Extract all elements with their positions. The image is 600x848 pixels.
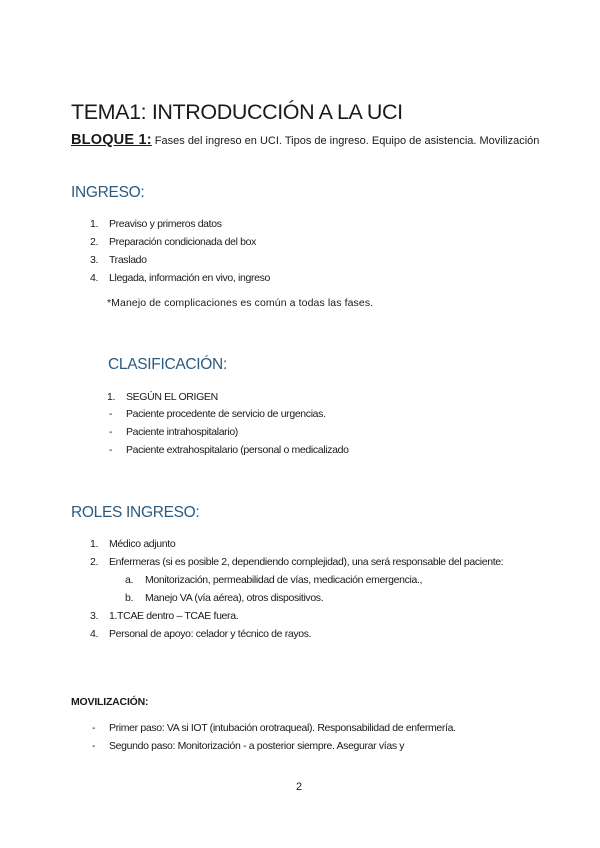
list-item-text: Enfermeras (si es posible 2, dependiendo complejidad), una será responsable del paciente: [109,556,504,568]
list-item [90,553,529,571]
list-item [90,535,529,553]
clasificacion-heading: CLASIFICACIÓN: [108,356,227,373]
list-item [109,423,546,441]
movilizacion-list [92,719,469,755]
list-number: 3. [90,610,99,622]
list-number: 3. [90,254,99,266]
list-item-text: Preparación condicionada del box [109,236,256,248]
dash-bullet: - [109,426,113,438]
list-item [109,441,546,459]
list-number: 1. [107,391,116,403]
page-number: 2 [296,781,303,793]
list-number: 4. [90,628,99,640]
list-item-text: Preaviso y primeros datos [109,218,222,230]
ingreso-heading: INGRESO: [71,184,145,201]
roles-heading: ROLES INGRESO: [71,504,200,521]
list-item-text: Médico adjunto [109,538,176,550]
bloque-text: Fases del ingreso en UCI. Tipos de ingreso. Equipo de asistencia. Movilización [151,135,540,147]
dash-bullet: - [92,740,96,752]
list-letter: b. [125,592,134,604]
list-item [90,625,529,643]
list-item [92,737,469,755]
complications-note: *Manejo de complicaciones es común a todas las fases. [107,297,374,309]
list-number: 1. [90,538,99,550]
list-item-text: Manejo VA (vía aérea), otros dispositivos. [145,592,324,604]
list-number: 4. [90,272,99,284]
list-letter: a. [125,574,134,586]
list-item [90,251,529,269]
clasificacion-subheading [107,388,600,406]
list-item-text: Segundo paso: Monitorización - a posterior siempre. Asegurar vías y [109,740,405,752]
list-item [90,233,529,251]
movilizacion-heading: MOVILIZACIÓN: [71,696,149,708]
subheading-text: SEGÚN EL ORIGEN [126,391,218,403]
list-item-text: Personal de apoyo: celador y técnico de rayos. [109,628,312,640]
list-item-text: Llegada, información en vivo, ingreso [109,272,270,284]
dash-bullet: - [109,408,113,420]
list-item [90,215,529,233]
list-item [90,607,529,625]
dash-bullet: - [92,722,96,734]
list-item [109,405,546,423]
list-number: 2. [90,556,99,568]
roles-list [90,535,529,643]
bloque-paragraph [71,132,541,151]
list-item-text: Traslado [109,254,147,266]
ingreso-list [90,215,529,287]
document-title: TEMA1: INTRODUCCIÓN A LA UCI [71,100,403,124]
list-item-text: Primer paso: VA si IOT (intubación orotraqueal). Responsabilidad de enfermería. [109,722,456,734]
list-item-text: Monitorización, permeabilidad de vías, medicación emergencia., [145,574,423,586]
sub-list-item [109,571,529,589]
clasificacion-list [109,405,546,459]
bloque-label: BLOQUE 1: [71,132,152,148]
list-number: 1. [90,218,99,230]
list-number: 2. [90,236,99,248]
sub-list-item [109,589,529,607]
list-item-text: Paciente extrahospitalario (personal o medicalizado [126,444,349,456]
list-item [90,269,529,287]
list-item-text: Paciente procedente de servicio de urgencias. [126,408,326,420]
dash-bullet: - [109,444,113,456]
list-item [92,719,469,737]
list-item-text: Paciente intrahospitalario) [126,426,238,438]
list-item-text: 1.TCAE dentro – TCAE fuera. [109,610,239,622]
